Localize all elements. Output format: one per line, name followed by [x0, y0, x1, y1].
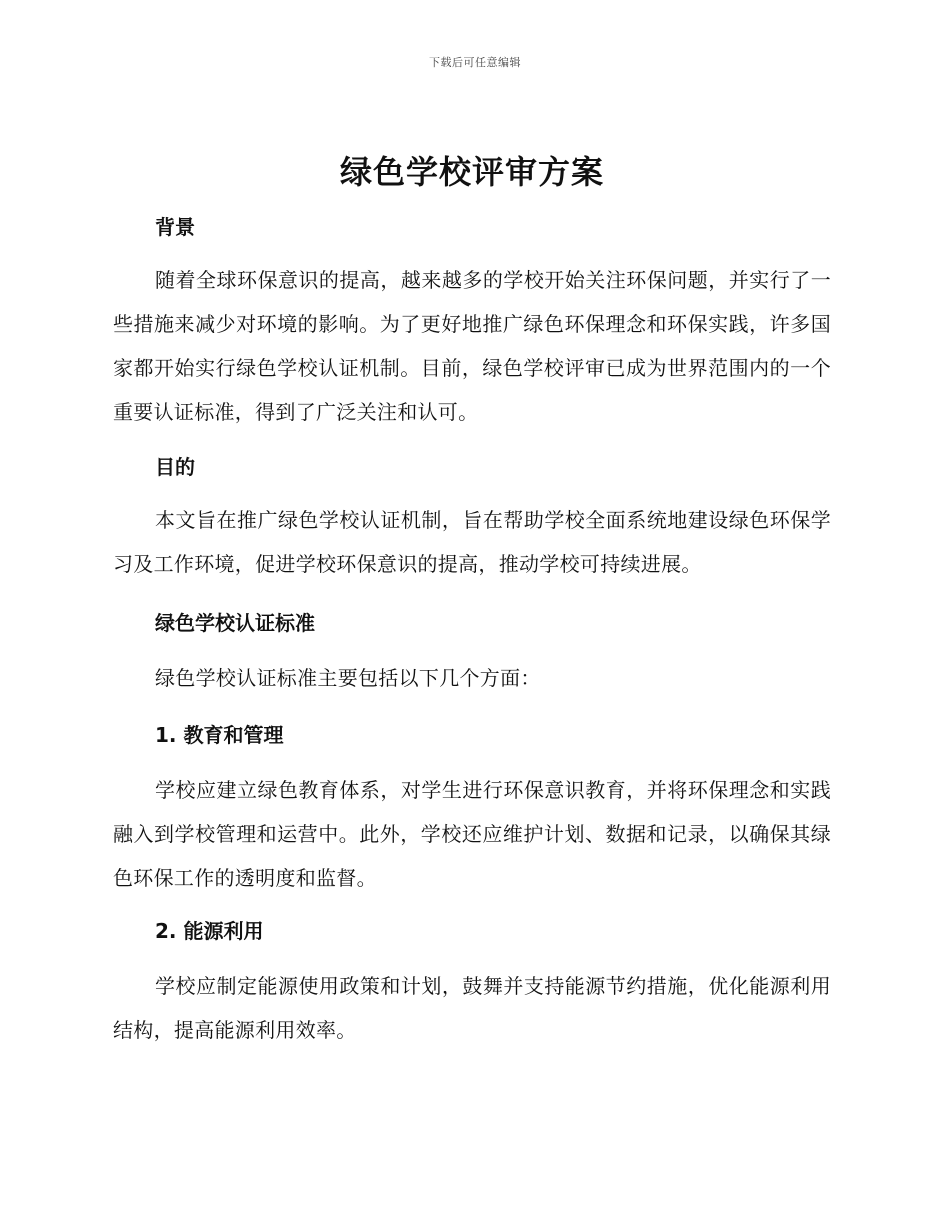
section-body-background: 随着全球环保意识的提高，越来越多的学校开始关注环保问题，并实行了一些措施来减少对环境的影响。为了更好地推广绿色环保理念和环保实践，许多国家都开始实行绿色学校认证机制。目前，绿色学校评审已成为世界范围内的一个重要认证标准，得到了广泛关注和认可。: [113, 268, 831, 424]
section-heading-purpose: 目的: [155, 455, 195, 479]
section-heading-energy-use: 2. 能源利用: [155, 919, 264, 943]
document-title: 绿色学校评审方案: [339, 153, 604, 191]
section-heading-background: 背景: [155, 215, 195, 239]
page-header-note: 下载后可任意编辑: [429, 56, 521, 69]
section-body-standard: 绿色学校认证标准主要包括以下几个方面：: [155, 666, 541, 690]
document-body: [113, 150, 831, 1052]
section-heading-education-management: 1. 教育和管理: [155, 723, 284, 747]
section-body-energy-use: 学校应制定能源使用政策和计划，鼓舞并支持能源节约措施，优化能源利用结构，提高能源利用效率。: [113, 974, 831, 1042]
section-body-purpose: 本文旨在推广绿色学校认证机制，旨在帮助学校全面系统地建设绿色环保学习及工作环境，促进学校环保意识的提高，推动学校可持续进展。: [113, 508, 831, 576]
section-heading-standard: 绿色学校认证标准: [155, 611, 315, 635]
section-body-education-management: 学校应建立绿色教育体系，对学生进行环保意识教育，并将环保理念和实践融入到学校管理和运营中。此外，学校还应维护计划、数据和记录，以确保其绿色环保工作的透明度和监督。: [113, 778, 831, 890]
